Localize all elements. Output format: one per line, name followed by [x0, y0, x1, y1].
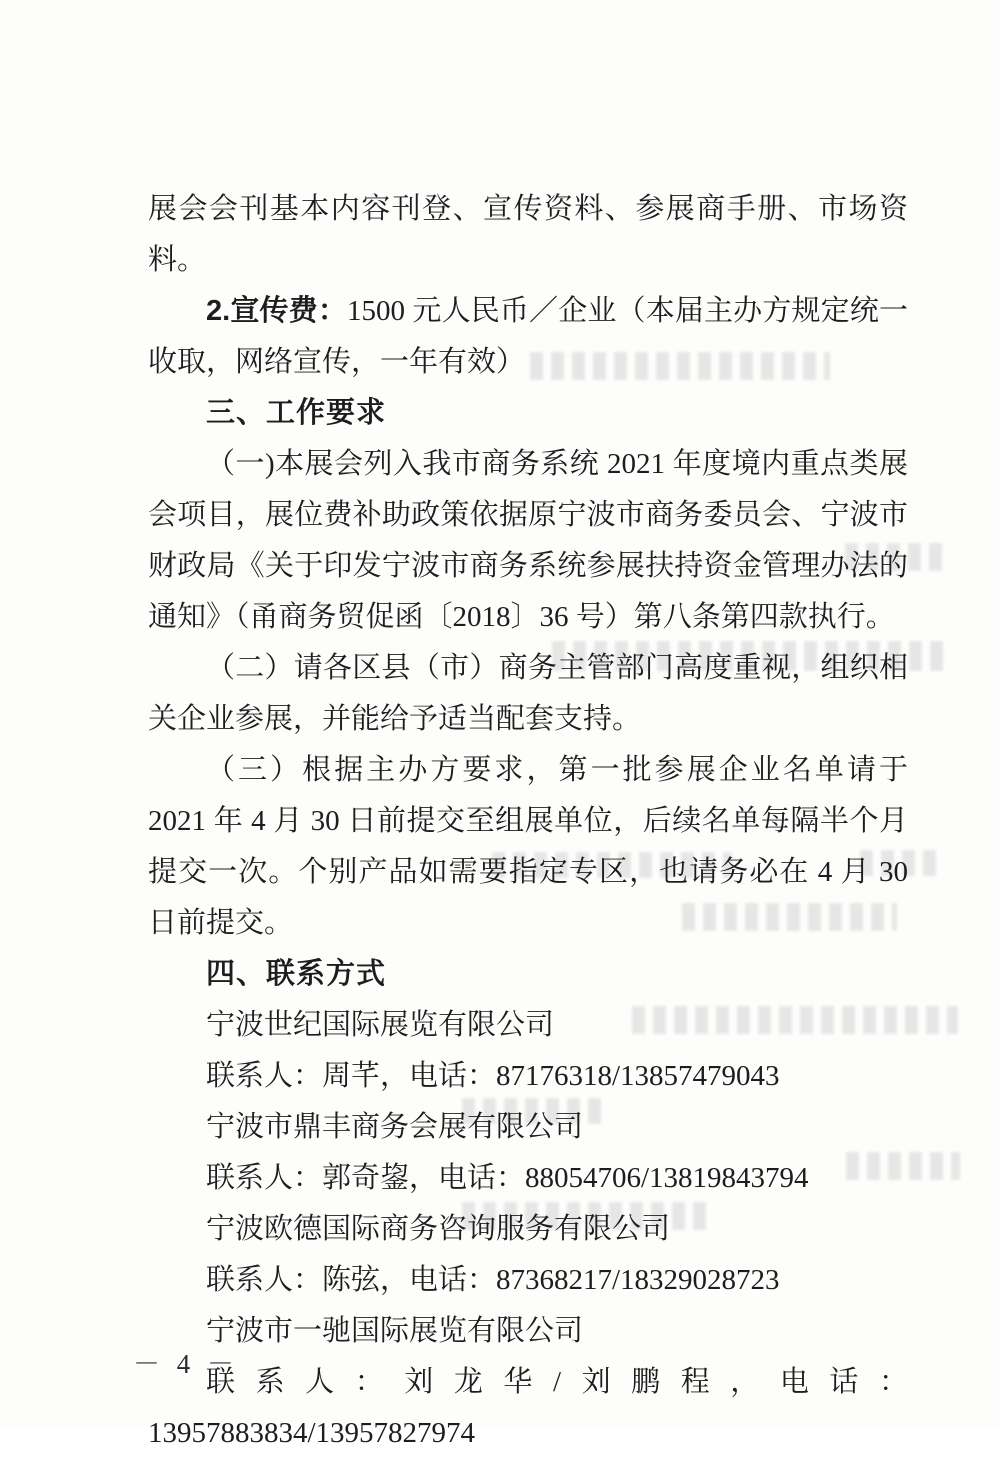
fee-item-label: 2.宣传费： — [206, 295, 347, 327]
company-name-line: 宁波世纪国际展览有限公司 — [206, 1009, 555, 1041]
company-name-line: 宁波市一驰国际展览有限公司 — [206, 1315, 584, 1347]
contact-line: 联系人：刘龙华/刘鹏程，电话：13957883834/13957827974 — [148, 1366, 908, 1449]
section-heading-work-requirements: 三、工作要求 — [206, 397, 387, 429]
contact-line: 联系人：郭奇鋆，电话：88054706/13819843794 — [206, 1162, 809, 1194]
body-paragraph-continuation: 展会会刊基本内容刊登、宣传资料、参展商手册、市场资料。 — [148, 193, 908, 276]
fee-item-text: 1500 元人民币／企业（本届主办方规定统一收取，网络宣传，一年有效） — [148, 295, 908, 378]
document-body — [148, 184, 908, 1459]
company-name-line: 宁波欧德国际商务咨询服务有限公司 — [206, 1213, 671, 1245]
contact-line: 联系人：周芊，电话：87176318/13857479043 — [206, 1060, 780, 1092]
fee-item-paragraph — [148, 286, 908, 388]
body-paragraph-item-2: （二）请各区县（市）商务主管部门高度重视，组织相关企业参展，并能给予适当配套支持。 — [148, 652, 908, 735]
contact-line: 联系人：陈弦，电话：87368217/18329028723 — [206, 1264, 780, 1296]
company-name-line: 宁波市鼎丰商务会展有限公司 — [206, 1111, 584, 1143]
body-paragraph-item-3: （三）根据主办方要求，第一批参展企业名单请于 2021 年 4 月 30 日前提交至组展单位，后续名单每隔半个月提交一次。个别产品如需要指定专区，也请务必在 4 月 30 日前提交。 — [148, 754, 908, 939]
page-number: － 4 － — [133, 1349, 239, 1379]
section-heading-contact-info: 四、联系方式 — [206, 958, 387, 990]
body-paragraph-item-1: （一)本展会列入我市商务系统 2021 年度境内重点类展会项目，展位费补助政策依据原宁波市商务委员会、宁波市财政局《关于印发宁波市商务系统参展扶持资金管理办法的通知》（甬商务贸促函〔2018〕36 号）第八条第四款执行。 — [148, 448, 908, 633]
